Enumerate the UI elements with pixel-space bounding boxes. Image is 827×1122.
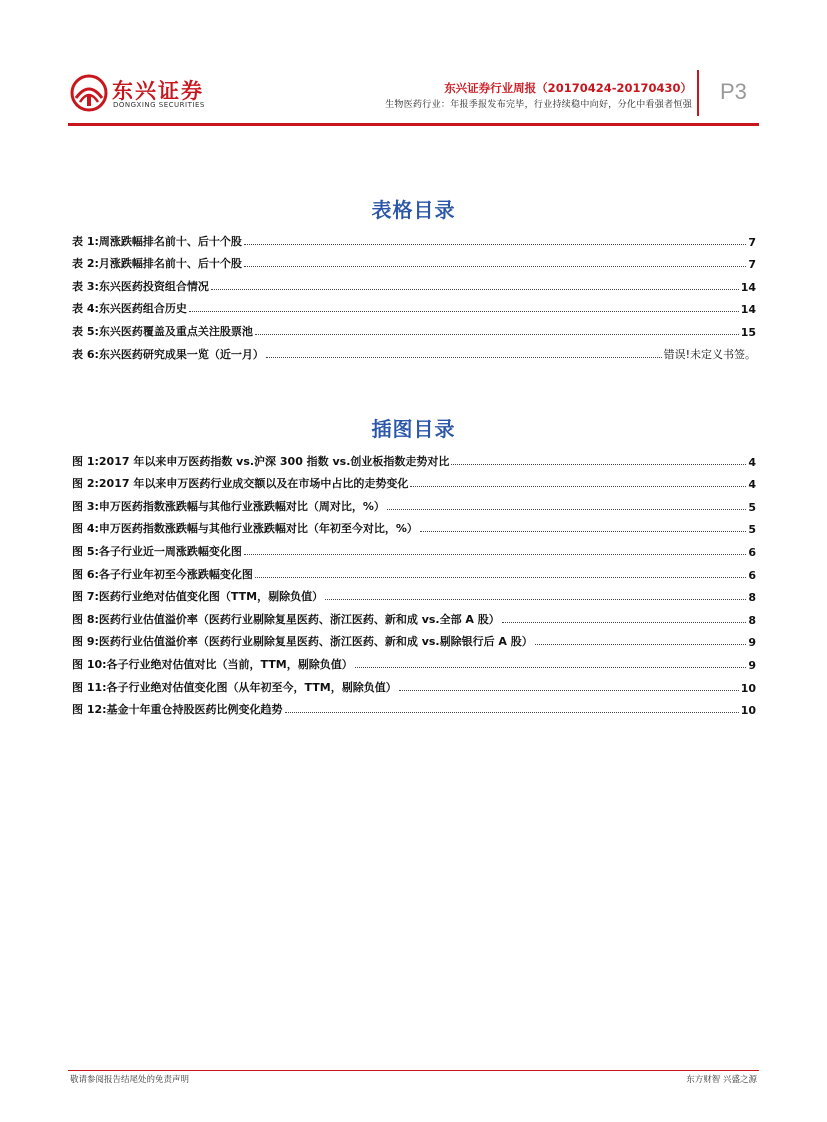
- toc-entry-label: 图 5:各子行业近一周涨跌幅变化图: [72, 544, 242, 558]
- toc-entry-page: 4: [748, 455, 756, 469]
- toc-entry-label: 图 9:医药行业估值溢价率（医药行业剔除复星医药、浙江医药、新和成 vs.剔除银行后 A 股）: [72, 635, 533, 649]
- tables-toc-list: [72, 226, 756, 362]
- header-rule: [68, 123, 759, 126]
- toc-entry-page: 14: [740, 303, 756, 317]
- toc-entry[interactable]: [72, 559, 756, 582]
- toc-leader-dots: [211, 289, 739, 290]
- toc-entry-label: 表 5:东兴医药覆盖及重点关注股票池: [72, 324, 253, 338]
- toc-entry-page: 8: [748, 613, 756, 627]
- toc-entry-page: 15: [740, 325, 756, 339]
- toc-entry-label: 图 12:基金十年重仓持股医药比例变化趋势: [72, 703, 283, 717]
- toc-leader-dots: [451, 464, 746, 465]
- toc-leader-dots: [255, 334, 739, 335]
- toc-leader-dots: [502, 622, 747, 623]
- toc-entry-label: 图 8:医药行业估值溢价率（医药行业剔除复星医药、浙江医药、新和成 vs.全部 A 股）: [72, 612, 500, 626]
- toc-entry[interactable]: [72, 491, 756, 514]
- figures-toc-list: [72, 446, 756, 717]
- toc-entry-label: 图 6:各子行业年初至今涨跌幅变化图: [72, 567, 253, 581]
- toc-entry-label: 图 7:医药行业绝对估值变化图（TTM，剔除负值）: [72, 590, 324, 604]
- logo-en-text: DONGXING SECURITIES: [113, 101, 205, 109]
- page-header: [0, 0, 827, 130]
- toc-entry[interactable]: [72, 316, 756, 339]
- company-logo: [70, 72, 230, 114]
- logo-cn-text: 东兴证券: [112, 79, 204, 103]
- toc-leader-dots: [189, 311, 739, 312]
- toc-entry-label: 图 10:各子行业绝对估值对比（当前，TTM，剔除负值）: [72, 657, 353, 671]
- toc-leader-dots: [244, 266, 746, 267]
- toc-entry-page: 9: [748, 658, 756, 672]
- report-subtitle: 生物医药行业：年报季报发布完毕，行业持续稳中向好，分化中看强者恒强: [385, 100, 692, 110]
- toc-entry-page: 6: [748, 568, 756, 582]
- toc-entry[interactable]: [72, 582, 756, 605]
- toc-entry[interactable]: [72, 604, 756, 627]
- toc-entry[interactable]: [72, 249, 756, 272]
- toc-entry-label: 表 6:东兴医药研究成果一览（近一月）: [72, 347, 264, 361]
- toc-leader-dots: [387, 509, 746, 510]
- toc-entry[interactable]: [72, 271, 756, 294]
- toc-leader-dots: [266, 357, 662, 358]
- toc-entry-label: 表 4:东兴医药组合历史: [72, 302, 187, 316]
- toc-entry-page: 6: [748, 545, 756, 559]
- toc-entry-page: 9: [748, 636, 756, 650]
- toc-entry[interactable]: [72, 536, 756, 559]
- toc-leader-dots: [244, 244, 746, 245]
- toc-entry-label: 图 4:申万医药指数涨跌幅与其他行业涨跌幅对比（年初至今对比，%）: [72, 522, 418, 536]
- toc-entry-label: 图 3:申万医药指数涨跌幅与其他行业涨跌幅对比（周对比，%）: [72, 499, 385, 513]
- toc-entry-label: 表 1:周涨跌幅排名前十、后十个股: [72, 234, 242, 248]
- toc-entry[interactable]: [72, 446, 756, 469]
- toc-leader-dots: [535, 644, 747, 645]
- toc-entry[interactable]: [72, 294, 756, 317]
- toc-entry[interactable]: [72, 695, 756, 718]
- toc-entry-page: 7: [748, 235, 756, 249]
- tables-toc-heading: 表格目录: [371, 198, 456, 222]
- toc-entry-page: 5: [748, 500, 756, 514]
- toc-leader-dots: [285, 712, 739, 713]
- page-number: P3: [720, 79, 747, 104]
- logo-icon: [70, 74, 108, 112]
- toc-leader-dots: [244, 554, 746, 555]
- toc-leader-dots: [325, 599, 746, 600]
- header-divider: [697, 70, 699, 116]
- toc-entry[interactable]: [72, 649, 756, 672]
- toc-entry[interactable]: [72, 672, 756, 695]
- toc-entry-label: 图 1:2017 年以来申万医药指数 vs.沪深 300 指数 vs.创业板指数走势对比: [72, 454, 450, 468]
- figures-toc-heading: 插图目录: [371, 417, 456, 441]
- footer-disclaimer: 敬请参阅报告结尾处的免责声明: [70, 1075, 190, 1085]
- toc-leader-dots: [255, 577, 746, 578]
- toc-entry-label: 图 2:2017 年以来申万医药行业成交额以及在市场中占比的走势变化: [72, 477, 409, 491]
- toc-entry-page: 4: [748, 478, 756, 492]
- toc-entry-page: 5: [748, 523, 756, 537]
- footer-rule: [68, 1070, 759, 1071]
- toc-entry-page: 8: [748, 591, 756, 605]
- toc-entry[interactable]: [72, 514, 756, 537]
- toc-entry-page: 10: [740, 704, 756, 718]
- toc-leader-dots: [420, 531, 746, 532]
- toc-entry-label: 表 3:东兴医药投资组合情况: [72, 279, 209, 293]
- toc-entry-page: 错误!未定义书签。: [663, 347, 756, 361]
- toc-leader-dots: [355, 667, 747, 668]
- footer-slogan: 东方财智 兴盛之源: [686, 1075, 757, 1085]
- toc-entry-page: 14: [740, 280, 756, 294]
- toc-entry[interactable]: [72, 469, 756, 492]
- report-title: 东兴证券行业周报（20170424-20170430）: [444, 81, 692, 95]
- toc-leader-dots: [410, 486, 746, 487]
- toc-entry[interactable]: [72, 627, 756, 650]
- toc-entry-page: 10: [740, 681, 756, 695]
- toc-entry[interactable]: [72, 226, 756, 249]
- toc-entry[interactable]: [72, 339, 756, 362]
- toc-entry-page: 7: [748, 258, 756, 272]
- toc-entry-label: 图 11:各子行业绝对估值变化图（从年初至今，TTM，剔除负值）: [72, 680, 397, 694]
- toc-entry-label: 表 2:月涨跌幅排名前十、后十个股: [72, 257, 242, 271]
- toc-leader-dots: [399, 690, 739, 691]
